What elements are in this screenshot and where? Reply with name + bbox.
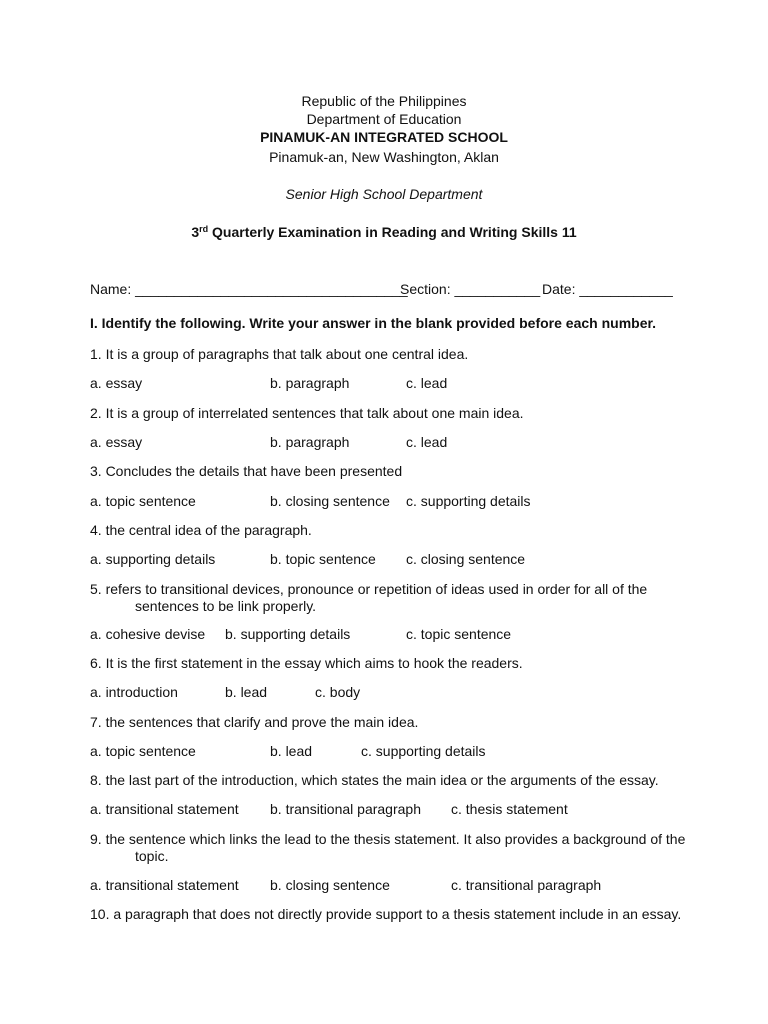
choices-1	[90, 375, 690, 392]
choices-9	[90, 877, 690, 894]
question-text: 6. It is the first statement in the essay which aims to hook the readers.	[90, 655, 523, 671]
choice-b: b. lead	[225, 684, 268, 700]
school-name: PINAMUK-AN INTEGRATED SCHOOL	[260, 129, 508, 145]
choice-b: b. topic sentence	[270, 551, 376, 567]
date-field[interactable]: Date: ____________	[542, 281, 673, 297]
question-text: 3. Concludes the details that have been presented	[90, 463, 403, 479]
question-9	[90, 831, 690, 865]
choice-c: c. closing sentence	[406, 551, 526, 567]
choice-c: c. lead	[406, 434, 448, 450]
choice-b: b. paragraph	[270, 434, 350, 450]
section-field[interactable]: Section: ___________	[400, 281, 541, 297]
question-5	[90, 581, 690, 615]
choices-6	[90, 684, 690, 701]
choices-2	[90, 434, 690, 451]
choices-3	[90, 493, 690, 510]
choice-a: a. cohesive devise	[90, 626, 206, 642]
question-text: 8. the last part of the introduction, which states the main idea or the arguments of the essay.	[90, 772, 659, 788]
question-text: 9. the sentence which links the lead to the thesis statement. It also provides a background of the	[90, 831, 686, 847]
choice-c: c. thesis statement	[451, 801, 568, 817]
choice-a: a. transitional statement	[90, 801, 239, 817]
choice-b: b. paragraph	[270, 375, 350, 391]
choice-c: c. transitional paragraph	[451, 877, 602, 893]
header-country: Republic of the Philippines	[301, 93, 467, 109]
choice-a: a. topic sentence	[90, 743, 196, 759]
choice-b: b. supporting details	[225, 626, 351, 642]
choice-b: b. lead	[270, 743, 313, 759]
question-text-continued: sentences to be link properly.	[135, 598, 317, 614]
exam-title-ordinal: 3	[191, 224, 200, 240]
choice-c: c. body	[315, 684, 361, 700]
choices-7	[90, 743, 690, 760]
choices-8	[90, 801, 690, 818]
question-1	[90, 346, 690, 363]
question-8	[90, 772, 690, 789]
question-text-continued: topic.	[135, 848, 169, 864]
exam-title-ordinal-suffix: rd	[199, 224, 209, 234]
senior-high-department: Senior High School Department	[285, 186, 483, 202]
choice-a: a. topic sentence	[90, 493, 196, 509]
question-text: 2. It is a group of interrelated sentences that talk about one main idea.	[90, 405, 524, 421]
header-department: Department of Education	[306, 111, 462, 127]
question-text: 10. a paragraph that does not directly provide support to a thesis statement include in an essay.	[90, 906, 682, 922]
choices-4	[90, 551, 690, 568]
choice-a: a. transitional statement	[90, 877, 239, 893]
school-address: Pinamuk-an, New Washington, Aklan	[269, 149, 499, 165]
choice-c: c. topic sentence	[406, 626, 512, 642]
question-text: 7. the sentences that clarify and prove the main idea.	[90, 714, 419, 730]
question-2	[90, 405, 690, 422]
choice-a: a. supporting details	[90, 551, 216, 567]
question-text: 5. refers to transitional devices, pronounce or repetition of ideas used in order for all of the	[90, 581, 648, 597]
choice-b: b. closing sentence	[270, 877, 390, 893]
choice-a: a. essay	[90, 375, 143, 391]
choices-5	[90, 626, 690, 643]
choice-c: c. lead	[406, 375, 448, 391]
question-6	[90, 655, 690, 672]
question-7	[90, 714, 690, 731]
question-3	[90, 463, 690, 480]
instructions: I. Identify the following. Write your answer in the blank provided before each number.	[90, 315, 657, 331]
exam-title	[0, 224, 768, 241]
choice-a: a. introduction	[90, 684, 178, 700]
question-10	[90, 906, 690, 923]
question-text: 4. the central idea of the paragraph.	[90, 522, 312, 538]
name-field[interactable]: Name: ___________________________________	[90, 281, 408, 297]
choice-b: b. closing sentence	[270, 493, 390, 509]
choice-c: c. supporting details	[406, 493, 531, 509]
choice-b: b. transitional paragraph	[270, 801, 421, 817]
question-text: 1. It is a group of paragraphs that talk about one central idea.	[90, 346, 469, 362]
exam-title-text: Quarterly Examination in Reading and Writing Skills 11	[208, 224, 577, 240]
question-4	[90, 522, 690, 539]
choice-a: a. essay	[90, 434, 143, 450]
choice-c: c. supporting details	[361, 743, 486, 759]
